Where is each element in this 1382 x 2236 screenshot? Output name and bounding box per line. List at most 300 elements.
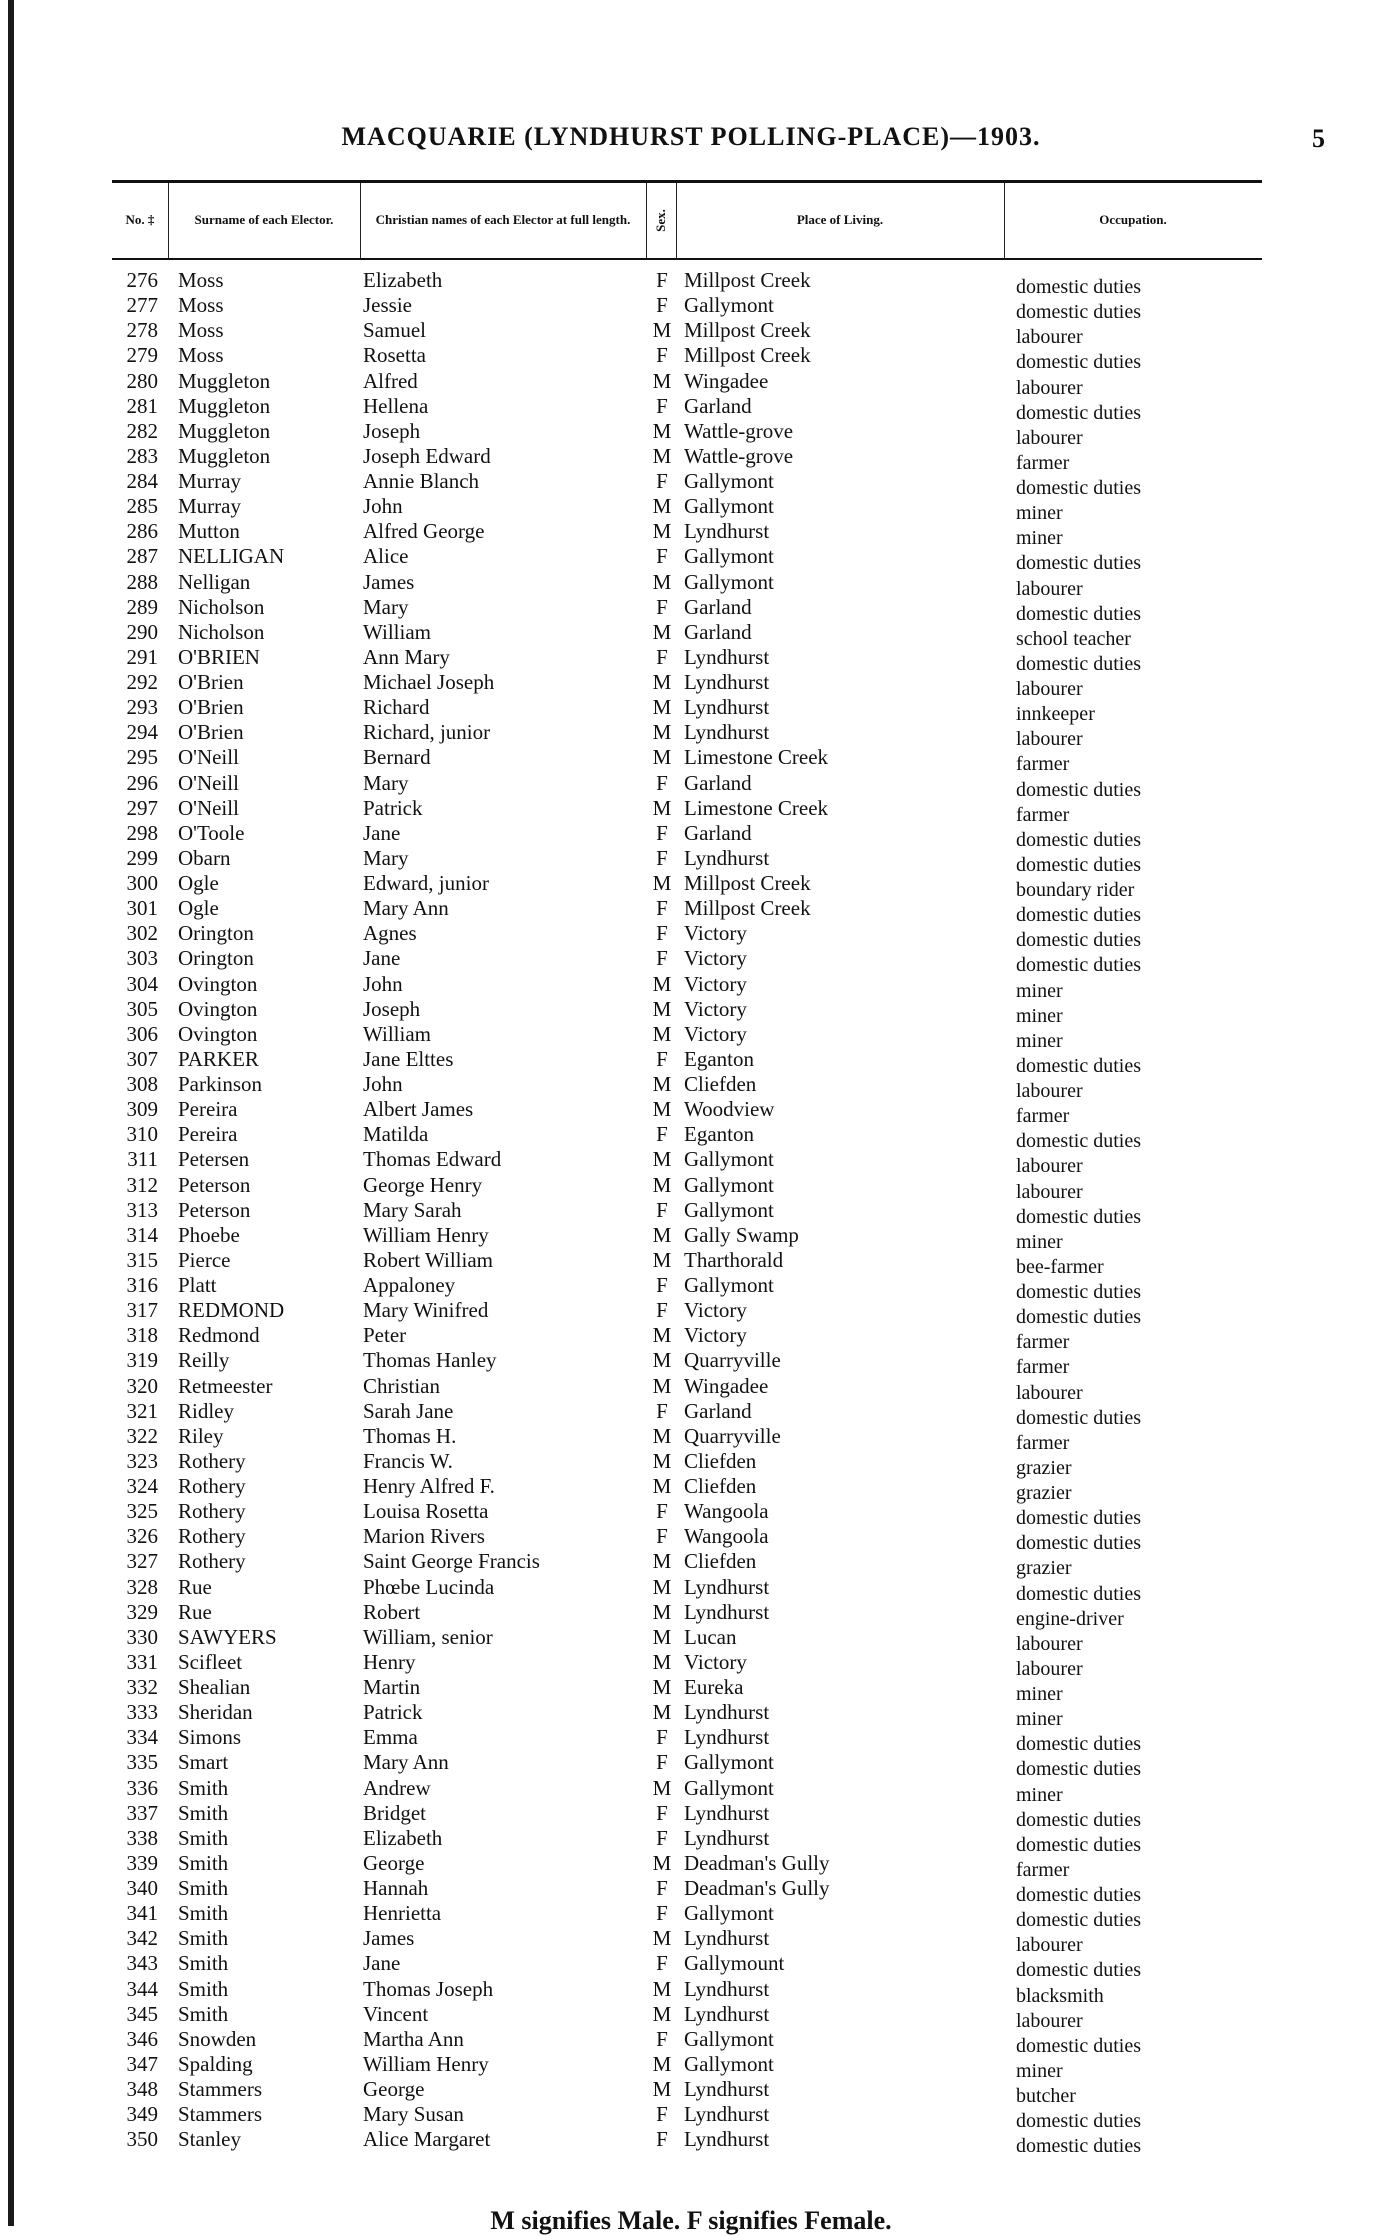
elector-surname: Redmond bbox=[178, 1323, 260, 1348]
table-row bbox=[0, 1926, 1382, 1957]
elector-number: 307 bbox=[126, 1046, 158, 1071]
elector-occupation: labourer bbox=[1016, 678, 1083, 700]
elector-place-of-living: Lyndhurst bbox=[684, 1725, 770, 1750]
elector-christian-names: Henry bbox=[363, 1649, 416, 1674]
elector-number: 284 bbox=[126, 469, 158, 493]
elector-occupation: domestic duties bbox=[1016, 1054, 1141, 1077]
elector-place-of-living: Lyndhurst bbox=[684, 1976, 770, 2001]
elector-surname: Muggleton bbox=[178, 443, 271, 468]
elector-place-of-living: Millpost Creek bbox=[684, 871, 811, 895]
elector-christian-names: Mary bbox=[363, 770, 409, 795]
elector-number: 341 bbox=[126, 1901, 158, 1926]
footnote: M signifies Male. F signifies Female. bbox=[490, 2206, 892, 2235]
elector-christian-names: Martin bbox=[363, 1675, 421, 1699]
table-row bbox=[0, 1398, 1382, 1429]
elector-occupation: domestic duties bbox=[1016, 401, 1141, 424]
elector-place-of-living: Lyndhurst bbox=[684, 1825, 770, 1850]
header-sex-label: Sex. bbox=[652, 209, 668, 232]
elector-christian-names: Francis W. bbox=[363, 1448, 453, 1473]
elector-christian-names: Richard bbox=[363, 695, 430, 720]
elector-occupation: domestic duties bbox=[1016, 1758, 1141, 1781]
elector-number: 281 bbox=[126, 393, 158, 418]
elector-sex: F bbox=[656, 469, 668, 493]
elector-sex: F bbox=[656, 343, 668, 368]
elector-sex: M bbox=[652, 443, 672, 468]
elector-place-of-living: Limestone Creek bbox=[684, 745, 829, 770]
elector-number: 345 bbox=[126, 2001, 158, 2026]
elector-place-of-living: Lyndhurst bbox=[684, 1599, 770, 1624]
elector-christian-names: Annie Blanch bbox=[363, 469, 480, 493]
table-row bbox=[0, 1373, 1382, 1404]
elector-surname: PARKER bbox=[178, 1046, 259, 1071]
table-row bbox=[0, 1800, 1382, 1831]
elector-number: 277 bbox=[126, 293, 158, 318]
elector-surname: Riley bbox=[178, 1423, 224, 1448]
elector-place-of-living: Gallymont bbox=[684, 293, 774, 318]
table-row bbox=[0, 1448, 1382, 1479]
elector-place-of-living: Garland bbox=[684, 619, 752, 644]
table-row bbox=[0, 494, 1382, 525]
elector-number: 328 bbox=[126, 1574, 158, 1599]
elector-occupation: labourer bbox=[1016, 1080, 1083, 1102]
elector-surname: Snowden bbox=[178, 2026, 257, 2051]
elector-occupation: domestic duties bbox=[1016, 1733, 1141, 1756]
table-row bbox=[0, 2077, 1382, 2107]
elector-occupation: farmer bbox=[1016, 1858, 1070, 1881]
table-row bbox=[0, 2026, 1382, 2057]
table-row bbox=[0, 594, 1382, 625]
elector-number: 344 bbox=[126, 1976, 158, 2001]
table-row bbox=[0, 1725, 1382, 1756]
elector-occupation: domestic duties bbox=[1016, 2110, 1141, 2133]
elector-christian-names: George Henry bbox=[363, 1172, 483, 1197]
elector-place-of-living: Gallymont bbox=[684, 1197, 774, 1222]
elector-surname: Shealian bbox=[178, 1675, 251, 1699]
elector-surname: Stammers bbox=[178, 2077, 262, 2101]
table-row bbox=[0, 343, 1382, 374]
elector-occupation: labourer bbox=[1016, 376, 1083, 399]
elector-occupation: labourer bbox=[1016, 2009, 1083, 2032]
elector-number: 318 bbox=[126, 1323, 158, 1348]
elector-number: 327 bbox=[126, 1549, 158, 1574]
elector-number: 325 bbox=[126, 1499, 158, 1524]
elector-sex: F bbox=[656, 820, 668, 845]
elector-christian-names: William Henry bbox=[363, 2051, 489, 2076]
elector-occupation: farmer bbox=[1016, 1331, 1070, 1354]
elector-surname: Stanley bbox=[178, 2127, 241, 2152]
elector-place-of-living: Deadman's Gully bbox=[684, 1876, 830, 1900]
elector-place-of-living: Gallymont bbox=[684, 1750, 774, 1775]
table-row bbox=[0, 619, 1382, 650]
elector-christian-names: William bbox=[363, 1021, 431, 1046]
elector-christian-names: James bbox=[363, 569, 415, 594]
elector-place-of-living: Victory bbox=[684, 971, 747, 996]
elector-occupation: bee-farmer bbox=[1016, 1255, 1104, 1278]
elector-sex: M bbox=[652, 1097, 672, 1122]
elector-surname: Rue bbox=[178, 1599, 212, 1624]
elector-place-of-living: Wangoola bbox=[684, 1524, 769, 1549]
table-row bbox=[0, 2127, 1382, 2158]
elector-occupation: domestic duties bbox=[1016, 1507, 1141, 1530]
elector-number: 280 bbox=[126, 368, 158, 393]
elector-place-of-living: Victory bbox=[684, 1021, 747, 1046]
elector-sex: M bbox=[652, 1549, 672, 1574]
elector-sex: M bbox=[652, 1599, 672, 1624]
elector-sex: M bbox=[652, 971, 672, 996]
elector-christian-names: Mary bbox=[363, 594, 409, 619]
elector-sex: M bbox=[652, 1222, 672, 1247]
elector-occupation: farmer bbox=[1016, 1105, 1070, 1128]
elector-place-of-living: Limestone Creek bbox=[684, 795, 829, 820]
elector-occupation: labourer bbox=[1016, 1657, 1083, 1680]
elector-place-of-living: Wattle-grove bbox=[684, 418, 794, 443]
elector-surname: Orington bbox=[178, 946, 254, 971]
elector-surname: Spalding bbox=[178, 2051, 253, 2076]
elector-surname: Smart bbox=[178, 1750, 229, 1775]
elector-christian-names: Elizabeth bbox=[363, 1825, 443, 1850]
elector-christian-names: Henrietta bbox=[363, 1901, 442, 1926]
elector-occupation: miner bbox=[1016, 1004, 1063, 1027]
elector-number: 331 bbox=[126, 1649, 158, 1674]
table-row bbox=[0, 1474, 1382, 1504]
elector-occupation: domestic duties bbox=[1016, 1833, 1141, 1856]
table-row bbox=[0, 1675, 1382, 1705]
table-row bbox=[0, 1298, 1382, 1329]
elector-christian-names: William bbox=[363, 619, 431, 644]
table-row bbox=[0, 443, 1382, 474]
page-number: 5 bbox=[1312, 124, 1325, 153]
elector-sex: F bbox=[656, 544, 668, 569]
table-row bbox=[0, 770, 1382, 801]
elector-sex: F bbox=[656, 644, 668, 669]
elector-christian-names: Appaloney bbox=[363, 1273, 456, 1297]
elector-number: 311 bbox=[127, 1147, 158, 1172]
elector-sex: F bbox=[656, 1800, 668, 1825]
elector-surname: O'Brien bbox=[178, 720, 244, 745]
elector-number: 335 bbox=[126, 1750, 158, 1775]
elector-christian-names: Alfred George bbox=[363, 519, 485, 544]
elector-sex: F bbox=[656, 1273, 668, 1297]
elector-christian-names: Thomas Hanley bbox=[363, 1348, 497, 1373]
elector-sex: F bbox=[656, 2102, 668, 2127]
elector-place-of-living: Cliefden bbox=[684, 1448, 757, 1473]
elector-christian-names: Mary Sarah bbox=[363, 1197, 462, 1222]
header-christian-names: Christian names of each Elector at full length. bbox=[375, 212, 631, 228]
elector-number: 312 bbox=[126, 1172, 158, 1197]
elector-number: 289 bbox=[126, 594, 158, 619]
elector-surname: Stammers bbox=[178, 2102, 262, 2127]
elector-christian-names: Emma bbox=[363, 1725, 418, 1750]
elector-number: 315 bbox=[126, 1247, 158, 1272]
elector-number: 319 bbox=[126, 1348, 158, 1373]
elector-sex: F bbox=[656, 1298, 668, 1323]
table-row bbox=[0, 2001, 1382, 2032]
elector-place-of-living: Victory bbox=[684, 946, 747, 971]
elector-occupation: domestic duties bbox=[1016, 1306, 1141, 1329]
elector-number: 314 bbox=[126, 1222, 158, 1247]
elector-christian-names: Jane bbox=[363, 1951, 401, 1976]
elector-surname: O'Brien bbox=[178, 695, 244, 720]
elector-occupation: domestic duties bbox=[1016, 1130, 1141, 1153]
elector-place-of-living: Gallymount bbox=[684, 1951, 785, 1976]
table-row bbox=[0, 393, 1382, 424]
elector-occupation: domestic duties bbox=[1016, 778, 1141, 801]
table-row bbox=[0, 1876, 1382, 1906]
elector-place-of-living: Cliefden bbox=[684, 1474, 757, 1498]
elector-surname: Ovington bbox=[178, 971, 258, 996]
elector-christian-names: Michael Joseph bbox=[363, 670, 495, 694]
elector-occupation: domestic duties bbox=[1016, 602, 1141, 625]
elector-surname: Pereira bbox=[178, 1122, 238, 1147]
elector-occupation: domestic duties bbox=[1016, 1959, 1141, 1982]
elector-sex: M bbox=[652, 695, 672, 720]
elector-surname: Rothery bbox=[178, 1474, 246, 1498]
elector-place-of-living: Garland bbox=[684, 594, 752, 619]
elector-occupation: domestic duties bbox=[1016, 1909, 1141, 1932]
elector-occupation: miner bbox=[1016, 502, 1063, 525]
elector-place-of-living: Lyndhurst bbox=[684, 2001, 770, 2026]
elector-sex: F bbox=[656, 1398, 668, 1423]
elector-number: 282 bbox=[126, 418, 158, 443]
elector-surname: Petersen bbox=[178, 1147, 250, 1172]
elector-occupation: farmer bbox=[1016, 451, 1070, 474]
elector-surname: Pierce bbox=[178, 1247, 231, 1272]
elector-number: 301 bbox=[126, 896, 158, 921]
elector-place-of-living: Tharthorald bbox=[684, 1247, 784, 1272]
elector-christian-names: Marion Rivers bbox=[363, 1524, 485, 1549]
elector-surname: Muggleton bbox=[178, 368, 271, 393]
elector-number: 313 bbox=[126, 1197, 158, 1222]
elector-christian-names: Robert bbox=[363, 1599, 421, 1624]
elector-number: 332 bbox=[126, 1675, 158, 1699]
table-row bbox=[0, 845, 1382, 876]
elector-occupation: domestic duties bbox=[1016, 929, 1141, 952]
elector-place-of-living: Lyndhurst bbox=[684, 1800, 770, 1825]
header-occupation: Occupation. bbox=[1099, 212, 1167, 228]
elector-sex: M bbox=[652, 1775, 672, 1800]
elector-number: 304 bbox=[126, 971, 158, 996]
elector-occupation: domestic duties bbox=[1016, 1808, 1141, 1831]
elector-place-of-living: Millpost Creek bbox=[684, 896, 811, 921]
elector-sex: M bbox=[652, 1423, 672, 1448]
elector-place-of-living: Eganton bbox=[684, 1122, 754, 1147]
elector-surname: Nicholson bbox=[178, 619, 265, 644]
elector-christian-names: Andrew bbox=[363, 1775, 431, 1800]
elector-occupation: labourer bbox=[1016, 326, 1083, 349]
elector-place-of-living: Gallymont bbox=[684, 1775, 774, 1800]
header-surname: Surname of each Elector. bbox=[194, 212, 334, 228]
elector-christian-names: Vincent bbox=[363, 2001, 429, 2026]
elector-occupation: domestic duties bbox=[1016, 301, 1141, 324]
elector-surname: Smith bbox=[178, 1800, 229, 1825]
elector-sex: M bbox=[652, 720, 672, 745]
elector-place-of-living: Lyndhurst bbox=[684, 2127, 770, 2152]
elector-surname: Moss bbox=[178, 318, 224, 343]
table-row bbox=[0, 1624, 1382, 1655]
table-row bbox=[0, 1951, 1382, 1982]
elector-surname: Murray bbox=[178, 494, 241, 519]
elector-occupation: blacksmith bbox=[1016, 1984, 1104, 2007]
elector-sex: M bbox=[652, 2001, 672, 2026]
elector-surname: Platt bbox=[178, 1273, 217, 1297]
elector-christian-names: Albert James bbox=[363, 1097, 474, 1122]
elector-christian-names: Thomas Joseph bbox=[363, 1976, 494, 2001]
table-row bbox=[0, 1599, 1382, 1630]
elector-number: 294 bbox=[126, 720, 158, 745]
elector-occupation: miner bbox=[1016, 1708, 1063, 1731]
table-row bbox=[0, 1222, 1382, 1253]
table-row bbox=[0, 820, 1382, 851]
elector-number: 309 bbox=[126, 1097, 158, 1122]
elector-christian-names: John bbox=[363, 1072, 403, 1096]
elector-sex: M bbox=[652, 1172, 672, 1197]
elector-surname: Moss bbox=[178, 343, 224, 368]
elector-place-of-living: Lyndhurst bbox=[684, 695, 770, 720]
elector-sex: F bbox=[656, 1499, 668, 1524]
elector-sex: F bbox=[656, 1951, 668, 1976]
elector-occupation: domestic duties bbox=[1016, 853, 1141, 876]
elector-occupation: domestic duties bbox=[1016, 552, 1141, 575]
elector-place-of-living: Woodview bbox=[684, 1097, 775, 1122]
elector-occupation: domestic duties bbox=[1016, 1582, 1141, 1605]
elector-occupation: farmer bbox=[1016, 1431, 1070, 1454]
elector-surname: Parkinson bbox=[178, 1072, 262, 1096]
elector-number: 296 bbox=[126, 770, 158, 795]
elector-number: 310 bbox=[126, 1122, 158, 1147]
elector-surname: Rothery bbox=[178, 1499, 246, 1524]
elector-number: 303 bbox=[126, 946, 158, 971]
table-row bbox=[0, 670, 1382, 700]
elector-number: 337 bbox=[126, 1800, 158, 1825]
table-row bbox=[0, 1097, 1382, 1128]
elector-sex: F bbox=[656, 770, 668, 795]
elector-surname: Smith bbox=[178, 1951, 229, 1976]
elector-christian-names: Hellena bbox=[363, 393, 429, 418]
elector-occupation: miner bbox=[1016, 1230, 1063, 1253]
table-row bbox=[0, 971, 1382, 1002]
elector-surname: Rothery bbox=[178, 1448, 246, 1473]
elector-sex: M bbox=[652, 795, 672, 820]
elector-surname: Murray bbox=[178, 469, 241, 493]
table-row bbox=[0, 1147, 1382, 1178]
elector-place-of-living: Millpost Creek bbox=[684, 343, 811, 368]
elector-sex: M bbox=[652, 1675, 672, 1699]
table-row bbox=[0, 1021, 1382, 1052]
elector-place-of-living: Lyndhurst bbox=[684, 2077, 770, 2101]
elector-christian-names: Mary Susan bbox=[363, 2102, 464, 2127]
table-row bbox=[0, 368, 1382, 399]
elector-sex: M bbox=[652, 519, 672, 544]
table-row bbox=[0, 644, 1382, 675]
elector-place-of-living: Lyndhurst bbox=[684, 644, 770, 669]
elector-sex: M bbox=[652, 1247, 672, 1272]
elector-sex: F bbox=[656, 1197, 668, 1222]
elector-christian-names: Ann Mary bbox=[363, 644, 450, 669]
elector-number: 317 bbox=[126, 1298, 158, 1323]
table-row bbox=[0, 1423, 1382, 1454]
table-row bbox=[0, 871, 1382, 901]
elector-place-of-living: Lyndhurst bbox=[684, 845, 770, 870]
elector-sex: F bbox=[656, 268, 668, 292]
elector-christian-names: Saint George Francis bbox=[363, 1549, 540, 1574]
table-header-rule bbox=[112, 258, 1262, 260]
elector-surname: Pereira bbox=[178, 1097, 238, 1122]
elector-number: 336 bbox=[126, 1775, 158, 1800]
elector-surname: Smith bbox=[178, 1901, 229, 1926]
elector-number: 299 bbox=[126, 845, 158, 870]
elector-surname: Phoebe bbox=[178, 1222, 240, 1247]
elector-place-of-living: Garland bbox=[684, 393, 752, 418]
elector-number: 346 bbox=[126, 2026, 158, 2051]
elector-occupation: miner bbox=[1016, 2059, 1063, 2082]
elector-surname: Rue bbox=[178, 1574, 212, 1599]
elector-christian-names: Mary Ann bbox=[363, 896, 449, 921]
elector-christian-names: Louisa Rosetta bbox=[363, 1499, 489, 1524]
elector-number: 279 bbox=[126, 343, 158, 368]
elector-surname: Ogle bbox=[178, 871, 219, 895]
elector-place-of-living: Wangoola bbox=[684, 1499, 769, 1524]
elector-sex: F bbox=[656, 1901, 668, 1926]
elector-place-of-living: Wingadee bbox=[684, 1373, 769, 1398]
elector-sex: M bbox=[652, 871, 672, 895]
elector-christian-names: John bbox=[363, 971, 403, 996]
elector-place-of-living: Lyndhurst bbox=[684, 1574, 770, 1599]
elector-surname: Moss bbox=[178, 293, 224, 318]
table-row bbox=[0, 1750, 1382, 1781]
elector-surname: Reilly bbox=[178, 1348, 230, 1373]
elector-christian-names: Peter bbox=[363, 1323, 407, 1348]
elector-place-of-living: Deadman's Gully bbox=[684, 1850, 830, 1875]
elector-place-of-living: Victory bbox=[684, 921, 747, 946]
elector-christian-names: Jessie bbox=[363, 293, 412, 318]
elector-sex: F bbox=[656, 393, 668, 418]
elector-number: 287 bbox=[126, 544, 158, 569]
elector-place-of-living: Lyndhurst bbox=[684, 1926, 770, 1951]
elector-place-of-living: Gallymont bbox=[684, 1147, 774, 1172]
elector-christian-names: John bbox=[363, 494, 403, 519]
table-row bbox=[0, 544, 1382, 575]
elector-surname: Smith bbox=[178, 1850, 229, 1875]
elector-surname: Simons bbox=[178, 1725, 242, 1750]
table-row bbox=[0, 745, 1382, 776]
elector-christian-names: William Henry bbox=[363, 1222, 489, 1247]
elector-christian-names: Martha Ann bbox=[363, 2026, 464, 2051]
elector-christian-names: Sarah Jane bbox=[363, 1398, 454, 1423]
elector-occupation: labourer bbox=[1016, 1180, 1083, 1203]
elector-christian-names: Elizabeth bbox=[363, 268, 443, 292]
elector-surname: Smith bbox=[178, 1825, 229, 1850]
elector-surname: Ovington bbox=[178, 996, 258, 1021]
table-row bbox=[0, 2051, 1382, 2082]
elector-occupation: domestic duties bbox=[1016, 904, 1141, 927]
elector-occupation: miner bbox=[1016, 1783, 1063, 1806]
elector-surname: O'Toole bbox=[178, 820, 245, 845]
table-row bbox=[0, 1197, 1382, 1228]
elector-number: 300 bbox=[126, 871, 158, 895]
elector-sex: M bbox=[652, 1348, 672, 1373]
elector-number: 295 bbox=[126, 745, 158, 770]
table-row bbox=[0, 1649, 1382, 1680]
table-row bbox=[0, 1850, 1382, 1881]
elector-place-of-living: Cliefden bbox=[684, 1072, 757, 1096]
elector-number: 324 bbox=[126, 1474, 158, 1498]
elector-surname: Retmeester bbox=[178, 1373, 273, 1398]
elector-surname: Smith bbox=[178, 2001, 229, 2026]
elector-sex: M bbox=[652, 1649, 672, 1674]
elector-sex: M bbox=[652, 1926, 672, 1951]
elector-occupation: domestic duties bbox=[1016, 351, 1141, 374]
table-row bbox=[0, 1524, 1382, 1555]
